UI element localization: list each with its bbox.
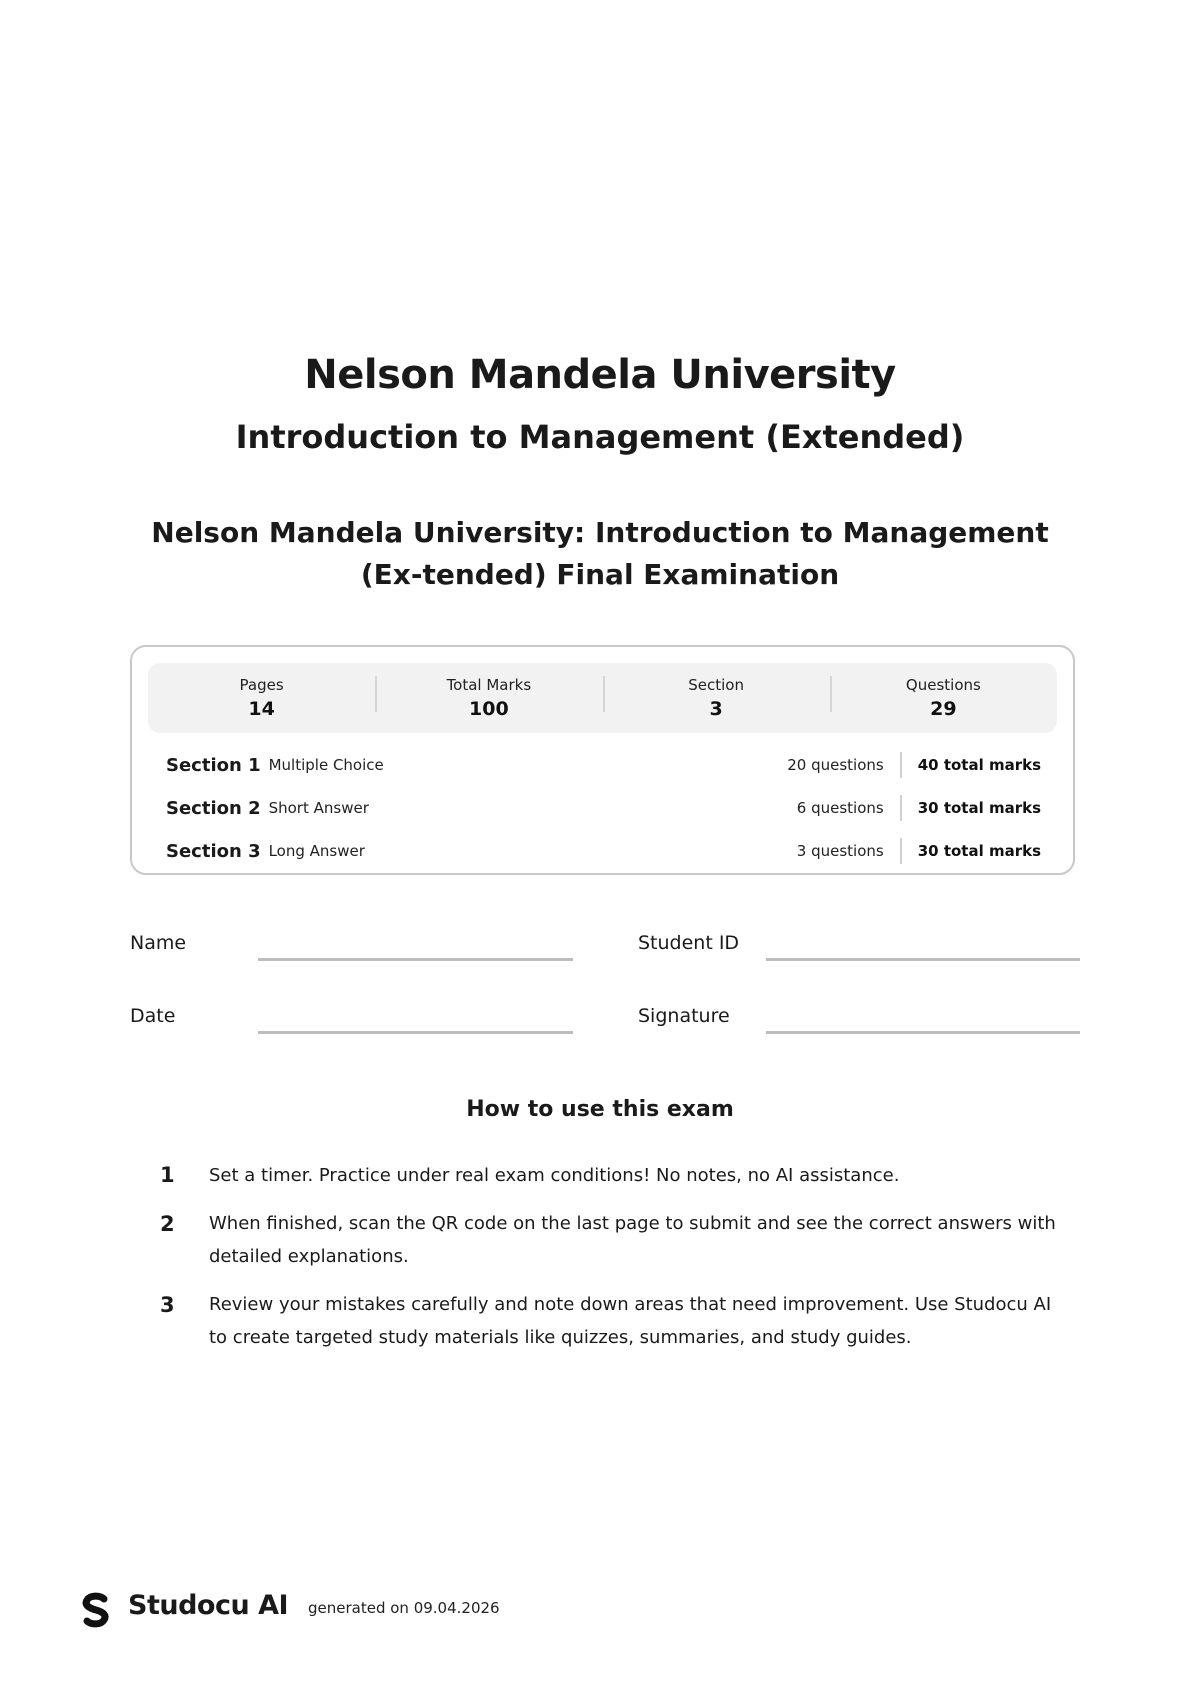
divider	[900, 752, 902, 778]
exam-summary-box	[130, 645, 1075, 875]
stat-value: 100	[469, 698, 509, 720]
section-marks: 30 total marks	[917, 842, 1041, 860]
section-row-2	[166, 793, 1041, 823]
step-number: 2	[160, 1212, 175, 1236]
step-text: When finished, scan the QR code on the last page to submit and see the correct answers with detailed explanations.	[209, 1213, 1056, 1267]
stat-label: Questions	[905, 676, 981, 694]
exam-title: Nelson Mandela University: Introduction to Management (Ex-tended) Final Examination	[151, 516, 1049, 591]
step-number: 1	[160, 1163, 175, 1187]
university-title: Nelson Mandela University	[304, 352, 896, 398]
stat-value: 14	[248, 698, 275, 720]
name-label: Name	[130, 932, 187, 954]
section-type: Long Answer	[268, 842, 365, 860]
stat-pages	[148, 674, 375, 722]
stat-value: 29	[930, 698, 957, 720]
stats-bar	[148, 663, 1057, 733]
stat-questions	[830, 674, 1057, 722]
date-label: Date	[130, 1005, 176, 1027]
section-questions: 20 questions	[787, 756, 884, 774]
section-type: Multiple Choice	[268, 756, 384, 774]
stat-label: Total Marks	[446, 676, 532, 694]
step-text: Review your mistakes carefully and note down areas that need improvement. Use Studocu AI to create targeted study materials like quizzes, summaries, and study guides.	[209, 1294, 1052, 1348]
divider	[900, 795, 902, 821]
course-title: Introduction to Management (Extended)	[235, 418, 965, 456]
brand-name: Studocu AI	[128, 1590, 289, 1621]
section-name: Section 2	[166, 797, 261, 819]
student-id-line[interactable]	[766, 958, 1080, 961]
generated-date: generated on 09.04.2026	[308, 1599, 500, 1617]
step-number: 3	[160, 1293, 175, 1317]
studocu-logo-icon	[78, 1592, 114, 1628]
stat-total-marks	[375, 674, 602, 722]
section-marks: 40 total marks	[917, 756, 1041, 774]
student-id-label: Student ID	[638, 932, 740, 954]
howto-heading: How to use this exam	[466, 1097, 734, 1122]
step-text: Set a timer. Practice under real exam conditions! No notes, no AI assistance.	[209, 1165, 900, 1186]
section-type: Short Answer	[268, 799, 369, 817]
signature-line[interactable]	[766, 1031, 1080, 1034]
section-questions: 6 questions	[796, 799, 884, 817]
section-row-3	[166, 836, 1041, 866]
stat-label: Section	[688, 676, 744, 694]
stat-label: Pages	[239, 676, 284, 694]
section-name: Section 3	[166, 840, 261, 862]
section-marks: 30 total marks	[917, 799, 1041, 817]
date-line[interactable]	[258, 1031, 573, 1034]
section-questions: 3 questions	[796, 842, 884, 860]
stat-value: 3	[709, 698, 723, 720]
stat-section	[603, 674, 830, 722]
name-line[interactable]	[258, 958, 573, 961]
section-name: Section 1	[166, 754, 261, 776]
divider	[900, 838, 902, 864]
section-row-1	[166, 750, 1041, 780]
signature-label: Signature	[638, 1005, 730, 1027]
